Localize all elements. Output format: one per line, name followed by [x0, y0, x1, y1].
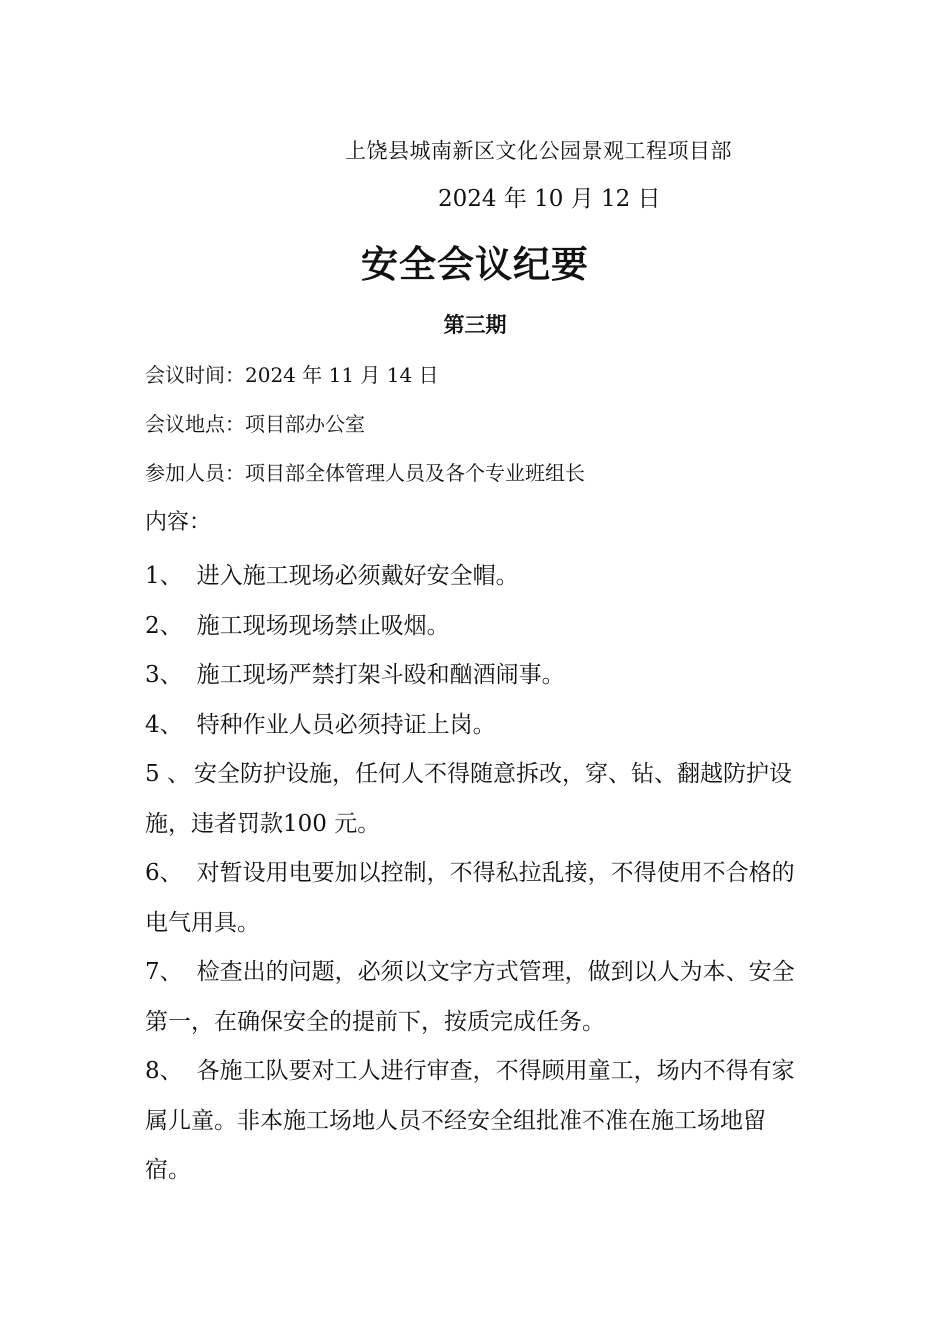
- issue-number: 第三期: [443, 312, 507, 337]
- list-item: [145, 750, 810, 849]
- list-item: [145, 651, 810, 701]
- list-item: [145, 948, 810, 1047]
- list-item-text: 施工现场现场禁止吸烟。: [196, 612, 450, 639]
- list-item-number: 6、: [145, 860, 183, 886]
- content-label: 内容：: [145, 510, 212, 535]
- document-title: 安全会议纪要: [361, 242, 589, 286]
- list-item-text: 检查出的问题，必须以文字方式管理，做到以人为本、安全第一，在确保安全的提前下，按质完成任务。: [145, 959, 795, 1035]
- list-item-text: 对暂设用电要加以控制，不得私拉乱接，不得使用不合格的电气用具。: [145, 860, 795, 936]
- list-item-number: 8、: [145, 1058, 183, 1084]
- list-item: [145, 552, 810, 602]
- list-item: [145, 602, 810, 652]
- list-item: [145, 849, 810, 948]
- meeting-attendees: [145, 458, 585, 488]
- list-item-text: 施工现场严禁打架斗殴和酗酒闹事。: [196, 662, 565, 688]
- meeting-time-value: 2024 年 11 月 14 日: [245, 363, 439, 387]
- meeting-time: [145, 360, 439, 390]
- list-item-text: 安全防护设施，任何人不得随意拆改，穿、钻、翻越防护设施，违者罚款100 元。: [145, 761, 792, 837]
- meeting-place-label: 会议地点：: [145, 412, 245, 436]
- list-item: [145, 701, 810, 751]
- meeting-attendees-value: 项目部全体管理人员及各个专业班组长: [245, 461, 585, 485]
- meeting-time-label: 会议时间：: [145, 363, 245, 387]
- list-item-number: 2、: [145, 612, 183, 639]
- document-date: 2024 年 10 月 12 日: [438, 186, 661, 212]
- organization-name: 上饶县城南新区文化公园景观工程项目部: [345, 139, 732, 163]
- meeting-place: [145, 409, 365, 439]
- list-item-number: 7、: [145, 959, 183, 985]
- content-list: [145, 552, 810, 1196]
- list-item-text: 特种作业人员必须持证上岗。: [196, 711, 496, 738]
- list-item-number: 5 、: [145, 761, 190, 787]
- list-item-text: 进入施工现场必须戴好安全帽。: [196, 563, 519, 589]
- list-item-text: 各施工队要对工人进行审查，不得顾用童工，场内不得有家属儿童。非本施工场地人员不经安全组批准不准在施工场地留宿。: [145, 1058, 795, 1183]
- meeting-attendees-label: 参加人员：: [145, 461, 245, 485]
- list-item-number: 3、: [145, 662, 183, 688]
- list-item-number: 1、: [145, 563, 183, 589]
- meeting-place-value: 项目部办公室: [245, 412, 365, 436]
- list-item: [145, 1047, 810, 1196]
- list-item-number: 4、: [145, 711, 183, 738]
